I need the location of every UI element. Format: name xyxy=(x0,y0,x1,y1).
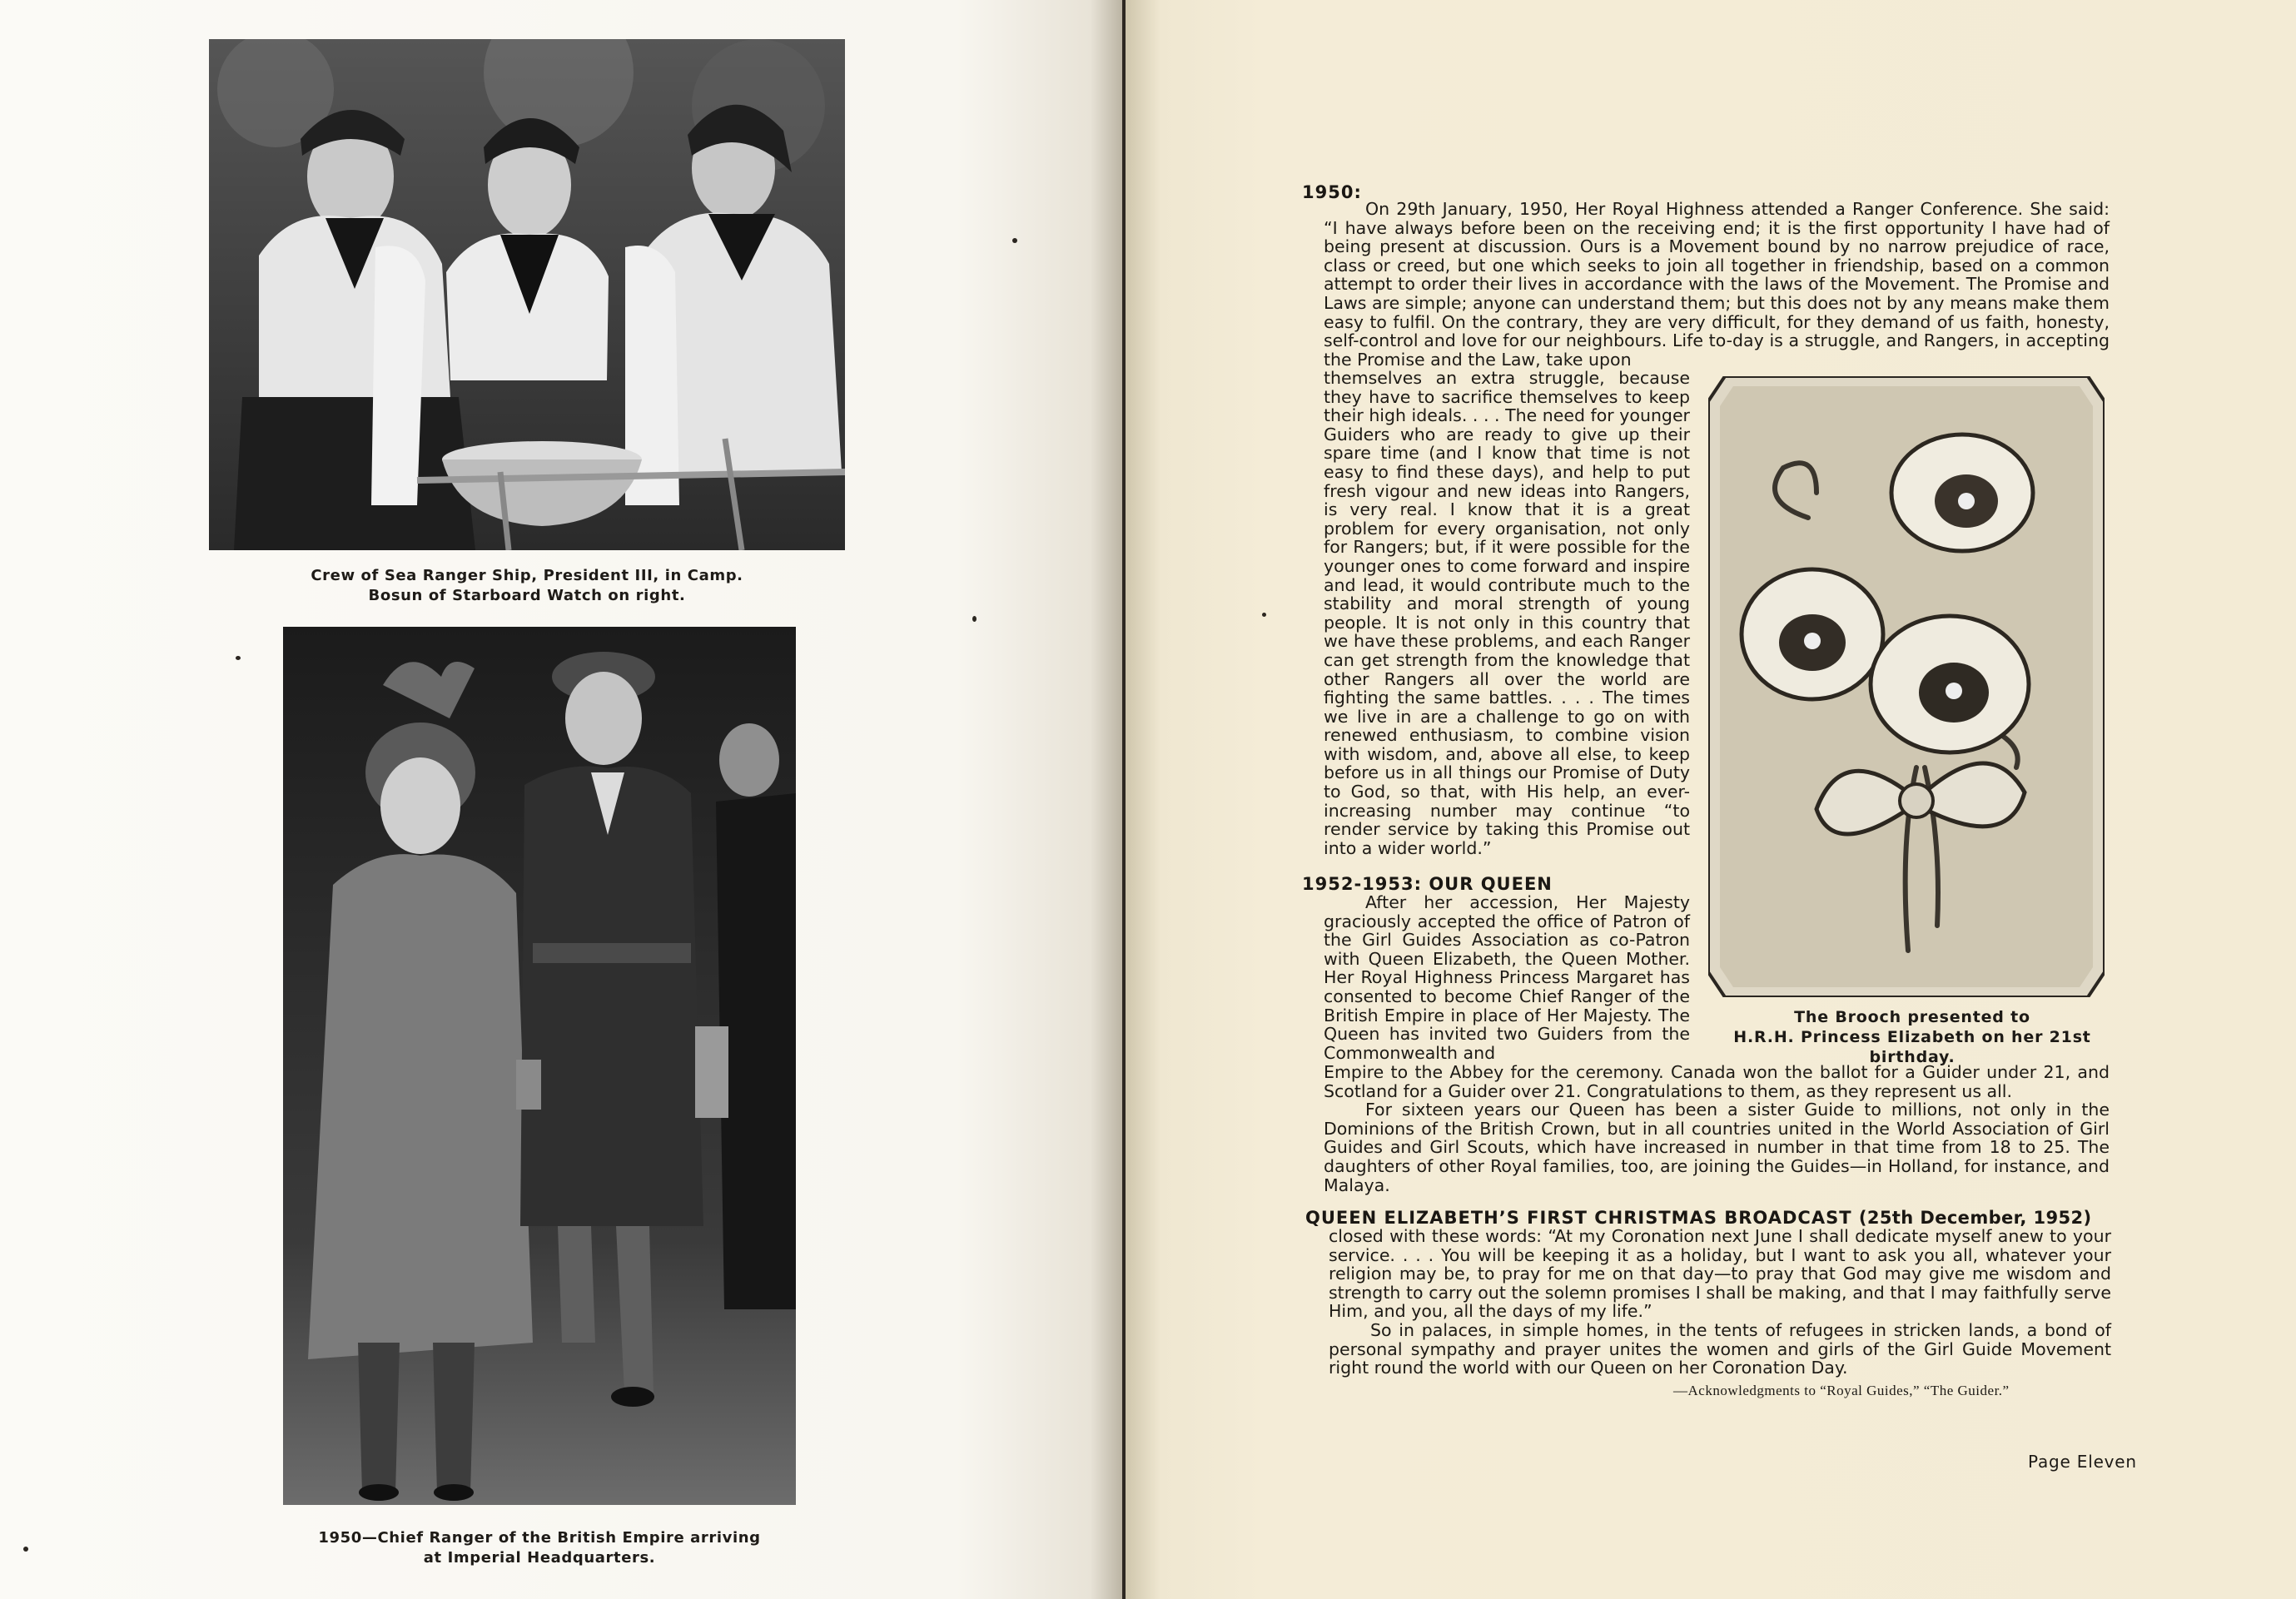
paragraph-1950-continued: themselves an extra struggle, because they have to sacrifice themselves to keep their high ideals. . . . The need for younger Guiders who are ready to give up their spare time (and I know that time is not easy to find these days), and help to put fresh vigour and new ideas into Rangers, is very real. I know that it is a great problem for every organisation, not only for Rangers; but, if it were possible for the younger ones to come forward and inspire and lead, it would contribute much to the stability and moral strength of young people. It is not only in this country that we have these problems, and each Ranger can get strength from the knowledge that other Rangers all over the world are fighting the same battles. . . . The times we live in are a challenge to go on with renewed enthusiasm, to combine vision with wisdom, and, above all else, to keep before us in all things our Promise of Duty to God, so that, with His help, an ever-increasing number may continue “to render service by taking this Promise out into a wider world.” xyxy=(1324,368,1690,858)
brooch-caption xyxy=(1695,1007,2130,1067)
camp-photo-caption xyxy=(250,566,804,606)
paragraph-queen-accession: After her accession, Her Majesty graciously accepted the office of Patron of the Girl Guides Association as co-Patron with Queen Elizabeth, the Queen Mother. Her Royal Highness Princess Margaret has consented to become Chief Ranger of the British Empire in place of Her Majesty. The Queen has invited two Guiders from the Commonwealth and xyxy=(1324,892,1690,1063)
acknowledgments: —Acknowledgments to “Royal Guides,” “The Guider.” xyxy=(1673,1383,2010,1398)
paragraph-queen-sister-guide: For sixteen years our Queen has been a sister Guide to millions, not only in the Dominions of the British Crown, but in all countries united in the World Association of Girl Guides and Girl Scouts, which have increased in number in that time from 18 to 25. The daughters of other Royal families, too, are joining the Guides—in Holland, for instance, and Malaya. xyxy=(1324,1100,2110,1195)
brooch-photo xyxy=(1708,376,2105,997)
broadcast-heading-date: (25th December, 1952) xyxy=(1858,1208,2092,1228)
paper-speck xyxy=(1012,238,1017,243)
arrive-caption-line-1: 1950—Chief Ranger of the British Empire arriving xyxy=(318,1529,761,1547)
brooch-caption-line-2: H.R.H. Princess Elizabeth on her 21st birthday. xyxy=(1733,1028,2091,1066)
page-number: Page Eleven xyxy=(2028,1452,2137,1472)
paragraph-queen-abbey: Empire to the Abbey for the ceremony. Canada won the ballot for a Guider under 21, and Scotland for a Guider over 21. Congratulations to them, as they represent us all. xyxy=(1324,1062,2110,1101)
heading-our-queen: 1952-1953: OUR QUEEN xyxy=(1302,874,1553,894)
paragraph-1950-conference: On 29th January, 1950, Her Royal Highness attended a Ranger Conference. She said: “I have always before been on the receiving end; it is the first opportunity I have had of being present at discussion. Ours is a Movement bound by no narrow prejudice of race, class or creed, but one which seeks to join all together in friendship, based on a common attempt to order their lives in accordance with the laws of the Movement. The Promise and Laws are simple; anyone can understand them; but this does not by any means make them easy to fulfil. On the contrary, they are very difficult, for they demand of us faith, honesty, self-control and love for our neighbours. Life to-day is a struggle, and Rangers, in accepting the Promise and the Law, take upon xyxy=(1324,199,2110,370)
paper-speck xyxy=(23,1547,28,1552)
heading-christmas-broadcast xyxy=(1305,1208,2092,1228)
camp-caption-line-2: Bosun of Starboard Watch on right. xyxy=(368,587,686,604)
paper-speck xyxy=(236,656,241,660)
brooch-caption-line-1: The Brooch presented to xyxy=(1794,1008,2030,1026)
paragraph-broadcast-words: closed with these words: “At my Coronation next June I shall dedicate myself anew to your service. . . . You will be keeping it as a holiday, but I want to ask you all, whatever your religion may be, to pray for me on that day—to pray that God may give me wisdom and strength to carry out the solemn promises I shall be making, and that I may faithfully serve Him, and you, all the days of my life.” xyxy=(1329,1226,2111,1322)
heading-1950: 1950: xyxy=(1302,182,1362,202)
section-queen-wide-text xyxy=(1324,1063,2110,1194)
chief-ranger-arriving-photo xyxy=(283,627,796,1505)
section-1950-narrow-text xyxy=(1324,369,1690,857)
sea-ranger-camp-photo xyxy=(209,39,845,550)
paper-speck xyxy=(972,616,977,622)
camp-caption-line-1: Crew of Sea Ranger Ship, President III, in Camp. xyxy=(311,567,743,584)
arriving-photo-caption xyxy=(283,1528,796,1568)
pansy-flower-top xyxy=(1891,435,2033,551)
section-queen-narrow-text xyxy=(1324,893,1690,1062)
left-page xyxy=(0,0,1124,1599)
arrive-caption-line-2: at Imperial Headquarters. xyxy=(423,1549,656,1567)
paragraph-broadcast-bond: So in palaces, in simple homes, in the tents of refugees in stricken lands, a bond of personal sympathy and prayer unites the women and girls of the Girl Guide Movement right round the world with our Queen on her Coronation Day. xyxy=(1329,1319,2111,1378)
section-broadcast-text xyxy=(1329,1227,2111,1378)
pansy-flower-left xyxy=(1742,569,1883,699)
pansy-flower-right xyxy=(1871,616,2029,752)
section-1950-wide-text xyxy=(1324,200,2110,369)
paper-speck xyxy=(1262,613,1266,617)
broadcast-heading-title: QUEEN ELIZABETH’S FIRST CHRISTMAS BROADCAST xyxy=(1305,1208,1852,1228)
